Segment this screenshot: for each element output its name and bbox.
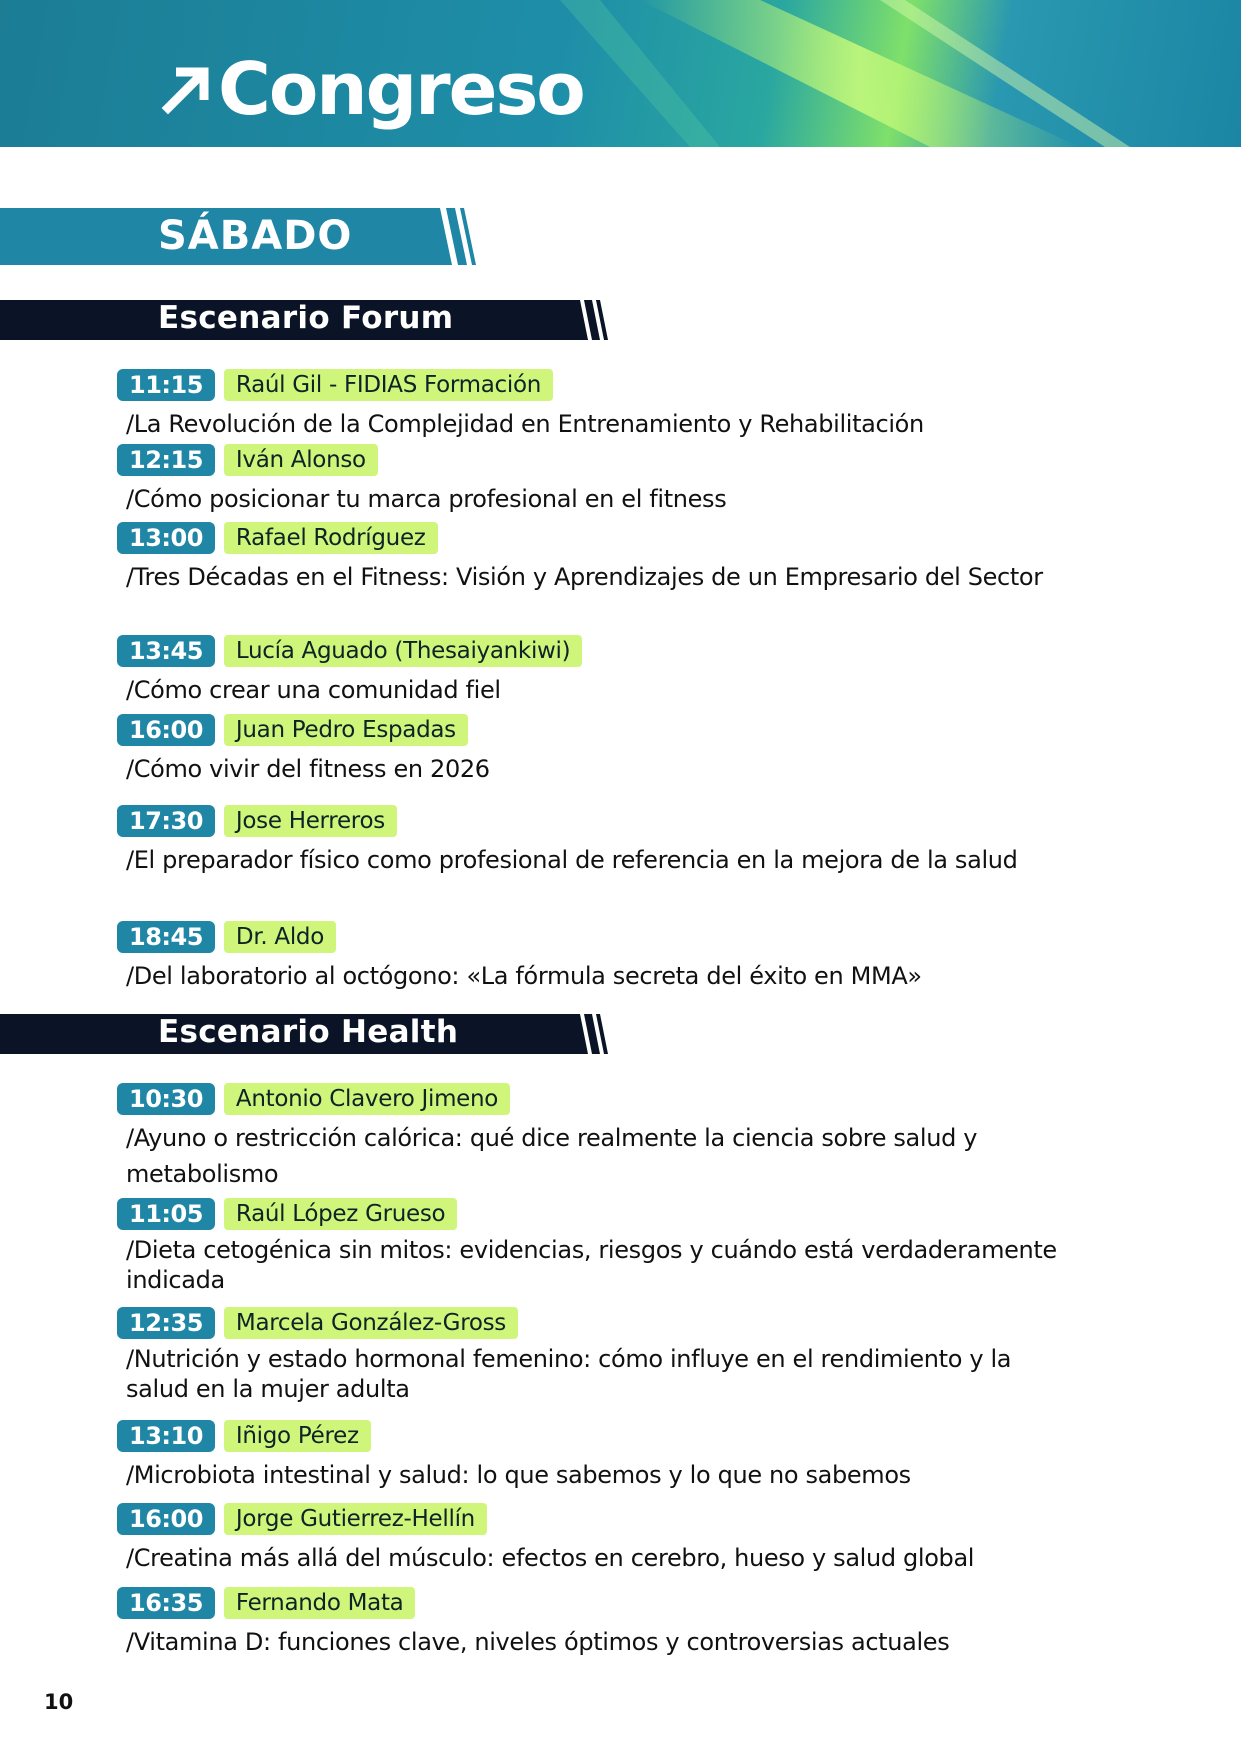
stage-title: Escenario Health [158,1014,459,1050]
speaker-badge: Juan Pedro Espadas [224,714,468,746]
speaker-badge: Iñigo Pérez [224,1420,371,1452]
speaker-badge: Marcela González-Gross [224,1307,518,1339]
session-item [117,634,1077,708]
session-item [117,1419,1077,1493]
header-banner [0,0,1241,147]
speaker-badge: Iván Alonso [224,444,378,476]
session-title: /Microbiota intestinal y salud: lo que sabemos y lo que no sabemos [126,1461,911,1489]
day-banner [0,208,480,265]
speaker-badge: Raúl López Grueso [224,1198,457,1230]
session-title: /Del laboratorio al octógono: «La fórmula secreta del éxito en MMA» [126,962,922,990]
session-title: /Creatina más allá del músculo: efectos en cerebro, hueso y salud global [126,1544,975,1572]
session-item [117,1082,1077,1192]
session-title: /Dieta cetogénica sin mitos: evidencias, riesgos y cuándo está verdaderamente indicada [126,1236,1057,1294]
day-label: SÁBADO [158,213,353,259]
time-badge: 16:00 [117,714,215,746]
session-item [117,521,1077,595]
time-badge: 12:35 [117,1307,215,1339]
time-badge: 13:45 [117,635,215,667]
session-title: /Cómo posicionar tu marca profesional en el fitness [126,485,727,513]
page-title: Congreso [218,47,584,131]
speaker-badge: Jorge Gutierrez-Hellín [224,1503,487,1535]
time-badge: 13:00 [117,522,215,554]
session-item [117,1306,1077,1404]
time-badge: 13:10 [117,1420,215,1452]
session-item [117,1197,1077,1295]
session-item [117,443,1077,517]
stage-banner-forum [0,300,610,340]
page-number: 10 [44,1690,74,1714]
session-title: /El preparador físico como profesional de referencia en la mejora de la salud [126,846,1018,874]
time-badge: 11:15 [117,369,215,401]
time-badge: 18:45 [117,921,215,953]
session-item [117,368,1077,442]
session-title: /Tres Décadas en el Fitness: Visión y Aprendizajes de un Empresario del Sector [126,563,1043,591]
arrow-up-right-icon [158,62,212,116]
session-title: /Vitamina D: funciones clave, niveles óptimos y controversias actuales [126,1628,950,1656]
session-item [117,713,1077,787]
time-badge: 17:30 [117,805,215,837]
session-title: /Nutrición y estado hormonal femenino: cómo influye en el rendimiento y la salud en la mujer adulta [126,1345,1012,1403]
speaker-badge: Antonio Clavero Jimeno [224,1083,510,1115]
speaker-badge: Raúl Gil - FIDIAS Formación [224,369,553,401]
session-item [117,1586,1077,1660]
stage-title: Escenario Forum [158,300,454,336]
session-item [117,920,1077,994]
stage-banner-health [0,1014,610,1054]
speaker-badge: Jose Herreros [224,805,397,837]
speaker-badge: Dr. Aldo [224,921,336,953]
header-title-group [158,44,584,134]
speaker-badge: Lucía Aguado (Thesaiyankiwi) [224,635,582,667]
time-badge: 11:05 [117,1198,215,1230]
speaker-badge: Fernando Mata [224,1587,416,1619]
time-badge: 12:15 [117,444,215,476]
session-title: /Cómo crear una comunidad fiel [126,676,501,704]
time-badge: 10:30 [117,1083,215,1115]
session-title: /Ayuno o restricción calórica: qué dice realmente la ciencia sobre salud y metabolismo [126,1124,978,1188]
session-title: /Cómo vivir del fitness en 2026 [126,755,490,783]
time-badge: 16:35 [117,1587,215,1619]
speaker-badge: Rafael Rodríguez [224,522,438,554]
session-item [117,1502,1077,1576]
time-badge: 16:00 [117,1503,215,1535]
session-item [117,804,1077,878]
session-title: /La Revolución de la Complejidad en Entrenamiento y Rehabilitación [126,410,924,438]
